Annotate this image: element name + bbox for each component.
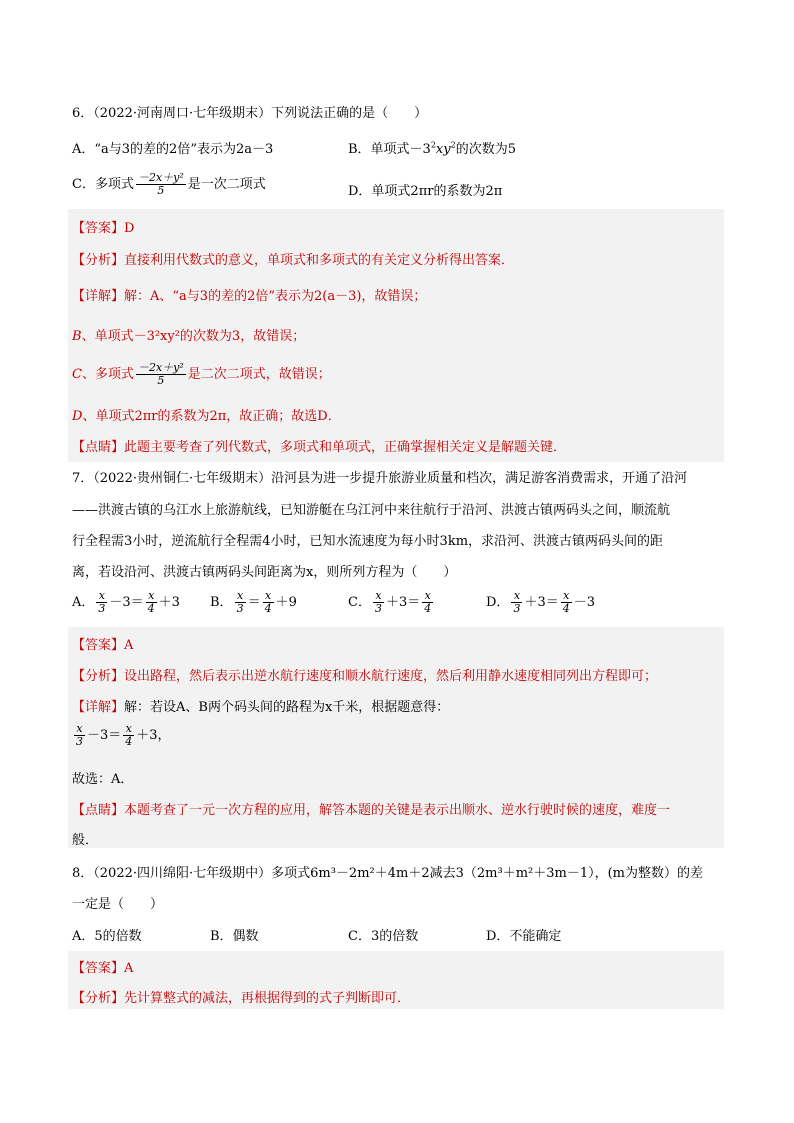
q6-option-a: A．“a与3的差的2倍”表示为2a－3 <box>72 142 274 157</box>
answer-label: 【答案】 <box>72 221 125 236</box>
detail-text: 、多项式 <box>81 367 134 382</box>
q8-option-d: D．不能确定 <box>486 929 562 944</box>
option-text: ＋3 <box>158 595 180 610</box>
detail-text: 解：A、“a与3的差的2倍”表示为2(a－3)，故错误； <box>124 289 427 304</box>
q8-option-c: C．3的倍数 <box>348 929 419 944</box>
q8-answer <box>72 957 133 976</box>
comment-label: 【点睛】 <box>72 803 125 818</box>
fraction <box>263 590 274 615</box>
option-text: －3＝ <box>109 595 144 610</box>
q7-option-d <box>486 590 595 615</box>
detail-text: 、单项式－3²xy²的次数为3，故错误； <box>81 329 306 344</box>
analysis-text: 直接利用代数式的意义，单项式和多项式的有关定义分析得出答案． <box>124 253 515 268</box>
option-text: ＋3＝ <box>524 595 559 610</box>
fraction-numerator: x <box>511 590 522 603</box>
answer-value: A <box>124 638 134 653</box>
option-label: D． <box>486 595 510 610</box>
q6-option-b-prefix: B．单项式－3 <box>348 142 431 157</box>
q6-option-b: B．单项式$-3^2xy^2$的次数为5 <box>348 140 516 157</box>
equation-text: ＋3， <box>136 728 171 743</box>
q7-option-a <box>72 590 180 615</box>
fraction-denominator: 4 <box>264 602 272 615</box>
fraction-numerator: x <box>561 590 572 603</box>
detail-label: 【详解】 <box>72 700 125 715</box>
q8-stem-line-1: 8．（2022·四川绵阳·七年级期中）多项式6m³－2m²＋4m＋2减去3（2m³＋m²＋3m－1），(m为整数）的差 <box>72 866 703 881</box>
q6-option-c-fraction <box>136 172 186 197</box>
fraction <box>96 590 107 615</box>
q8-option-a: A．5的倍数 <box>72 929 142 944</box>
detail-text: 是二次二项式，故错误； <box>187 367 331 382</box>
answer-label: 【答案】 <box>72 638 125 653</box>
q6-option-b-suffix: 的次数为5 <box>455 142 516 157</box>
fraction-denominator: 3 <box>98 602 106 615</box>
comment-text: 本题考查了一元一次方程的应用，解答本题的关键是表示出顺水、逆水行驶时候的速度，难度一 <box>124 803 671 818</box>
answer-value: A <box>124 961 134 976</box>
fraction-numerator: x <box>146 590 157 603</box>
analysis-label: 【分析】 <box>72 669 125 684</box>
q6-option-d: D．单项式2πr的系数为2π <box>348 184 503 199</box>
fraction-numerator: －2x＋y² <box>137 361 184 374</box>
fraction-numerator: －2x＋y² <box>137 171 184 184</box>
fraction <box>511 590 522 615</box>
detail-text: 、单项式2πr的系数为2π，故正确；故选D． <box>82 409 341 424</box>
q6-option-b-mid: xy <box>435 142 451 157</box>
q6-analysis <box>72 249 514 268</box>
q7-comment-line-2: 般． <box>72 833 99 848</box>
q6-detail-a <box>72 285 426 304</box>
fraction-denominator: 4 <box>562 602 570 615</box>
q8-stem-line-2: 一定是（ ） <box>72 897 164 912</box>
detail-text: 解：若设A、B两个码头间的路程为x千米，根据题意得： <box>124 700 450 715</box>
fraction-denominator: 3 <box>76 735 83 748</box>
fraction <box>74 723 85 748</box>
analysis-text: 设出路程，然后表示出逆水航行速度和顺水航行速度，然后利用静水速度相同列出方程即可； <box>124 669 658 684</box>
fraction-numerator: x <box>373 590 384 603</box>
fraction-denominator: 3 <box>513 602 521 615</box>
detail-letter: B <box>72 329 82 344</box>
q6-detail-d <box>72 405 341 424</box>
fraction <box>561 590 572 615</box>
fraction-denominator: 5 <box>157 184 165 197</box>
fraction-denominator: 4 <box>147 602 155 615</box>
q7-stem-line-2: ——洪渡古镇的乌江水上旅游航线，已知游艇在乌江河中来往航行于沿河、洪渡古镇两码头之间，顺流航 <box>72 503 671 518</box>
q8-analysis <box>72 987 410 1006</box>
answer-label: 【答案】 <box>72 961 125 976</box>
q6-option-c-suffix: 是一次二项式 <box>187 177 266 192</box>
equation-text: －3＝ <box>87 728 122 743</box>
q7-stem-line-1: 7．（2022·贵州铜仁·七年级期末）沿河县为进一步提升旅游业质量和档次，满足游客消费需求，开通了沿河 <box>72 471 688 486</box>
fraction-numerator: x <box>123 723 134 736</box>
comment-text: 此题主要考查了列代数式，多项式和单项式，正确掌握相关定义是解题关键． <box>124 440 567 455</box>
fraction-denominator: 3 <box>236 602 244 615</box>
q7-stem-line-3: 行全程需3小时，逆流航行全程需4小时，已知水流速度为每小时3km，求沿河、洪渡古镇两码头间的距 <box>72 534 664 549</box>
answer-value: D <box>124 221 135 236</box>
fraction-numerator: x <box>96 590 107 603</box>
q7-answer <box>72 634 133 653</box>
q7-stem-line-4: 离，若设沿河、洪渡古镇两码头间距离为x，则所列方程为（ ） <box>72 565 457 580</box>
q6-stem: 6．（2022·河南周口·七年级期末）下列说法正确的是（ ） <box>72 106 428 121</box>
detail-label: 【详解】 <box>72 289 125 304</box>
q7-detail-choice: 故选：A． <box>72 772 134 787</box>
fraction <box>373 590 384 615</box>
fraction-numerator: x <box>235 590 246 603</box>
q7-option-b <box>210 590 297 615</box>
q8-option-b: B．偶数 <box>210 929 259 944</box>
fraction-numerator: x <box>263 590 274 603</box>
q7-analysis <box>72 665 657 684</box>
fraction <box>235 590 246 615</box>
fraction <box>422 590 433 615</box>
analysis-label: 【分析】 <box>72 253 125 268</box>
option-text: －3 <box>573 595 595 610</box>
analysis-label: 【分析】 <box>72 991 125 1006</box>
option-text: ＋9 <box>275 595 297 610</box>
fraction-numerator: x <box>422 590 433 603</box>
option-label: C． <box>348 595 371 610</box>
q6-option-c-prefix: C．多项式 <box>72 177 134 192</box>
q6-option-c <box>72 172 266 197</box>
option-text: ＝ <box>247 595 261 610</box>
comment-label: 【点睛】 <box>72 440 125 455</box>
q6-detail-c-fraction <box>136 362 186 387</box>
fraction-denominator: 5 <box>157 374 165 387</box>
fraction <box>123 723 134 748</box>
q7-detail <box>72 696 449 715</box>
fraction <box>146 590 157 615</box>
fraction-numerator: x <box>74 723 85 736</box>
detail-letter: D <box>72 409 83 424</box>
detail-letter: C <box>72 367 82 382</box>
fraction-denominator: 4 <box>125 735 133 748</box>
option-label: A． <box>72 595 95 610</box>
q6-comment <box>72 436 566 455</box>
option-text: ＋3＝ <box>385 595 421 610</box>
q6-detail-c <box>72 362 331 387</box>
fraction-denominator: 3 <box>374 602 382 615</box>
q6-detail-b <box>72 325 305 344</box>
analysis-text: 先计算整式的减法，再根据得到的式子判断即可． <box>124 991 411 1006</box>
q7-option-c <box>348 590 435 615</box>
q6-answer <box>72 217 134 236</box>
q7-comment <box>72 799 670 818</box>
option-label: B． <box>210 595 233 610</box>
fraction-denominator: 4 <box>424 602 432 615</box>
q7-detail-equation <box>72 723 171 748</box>
